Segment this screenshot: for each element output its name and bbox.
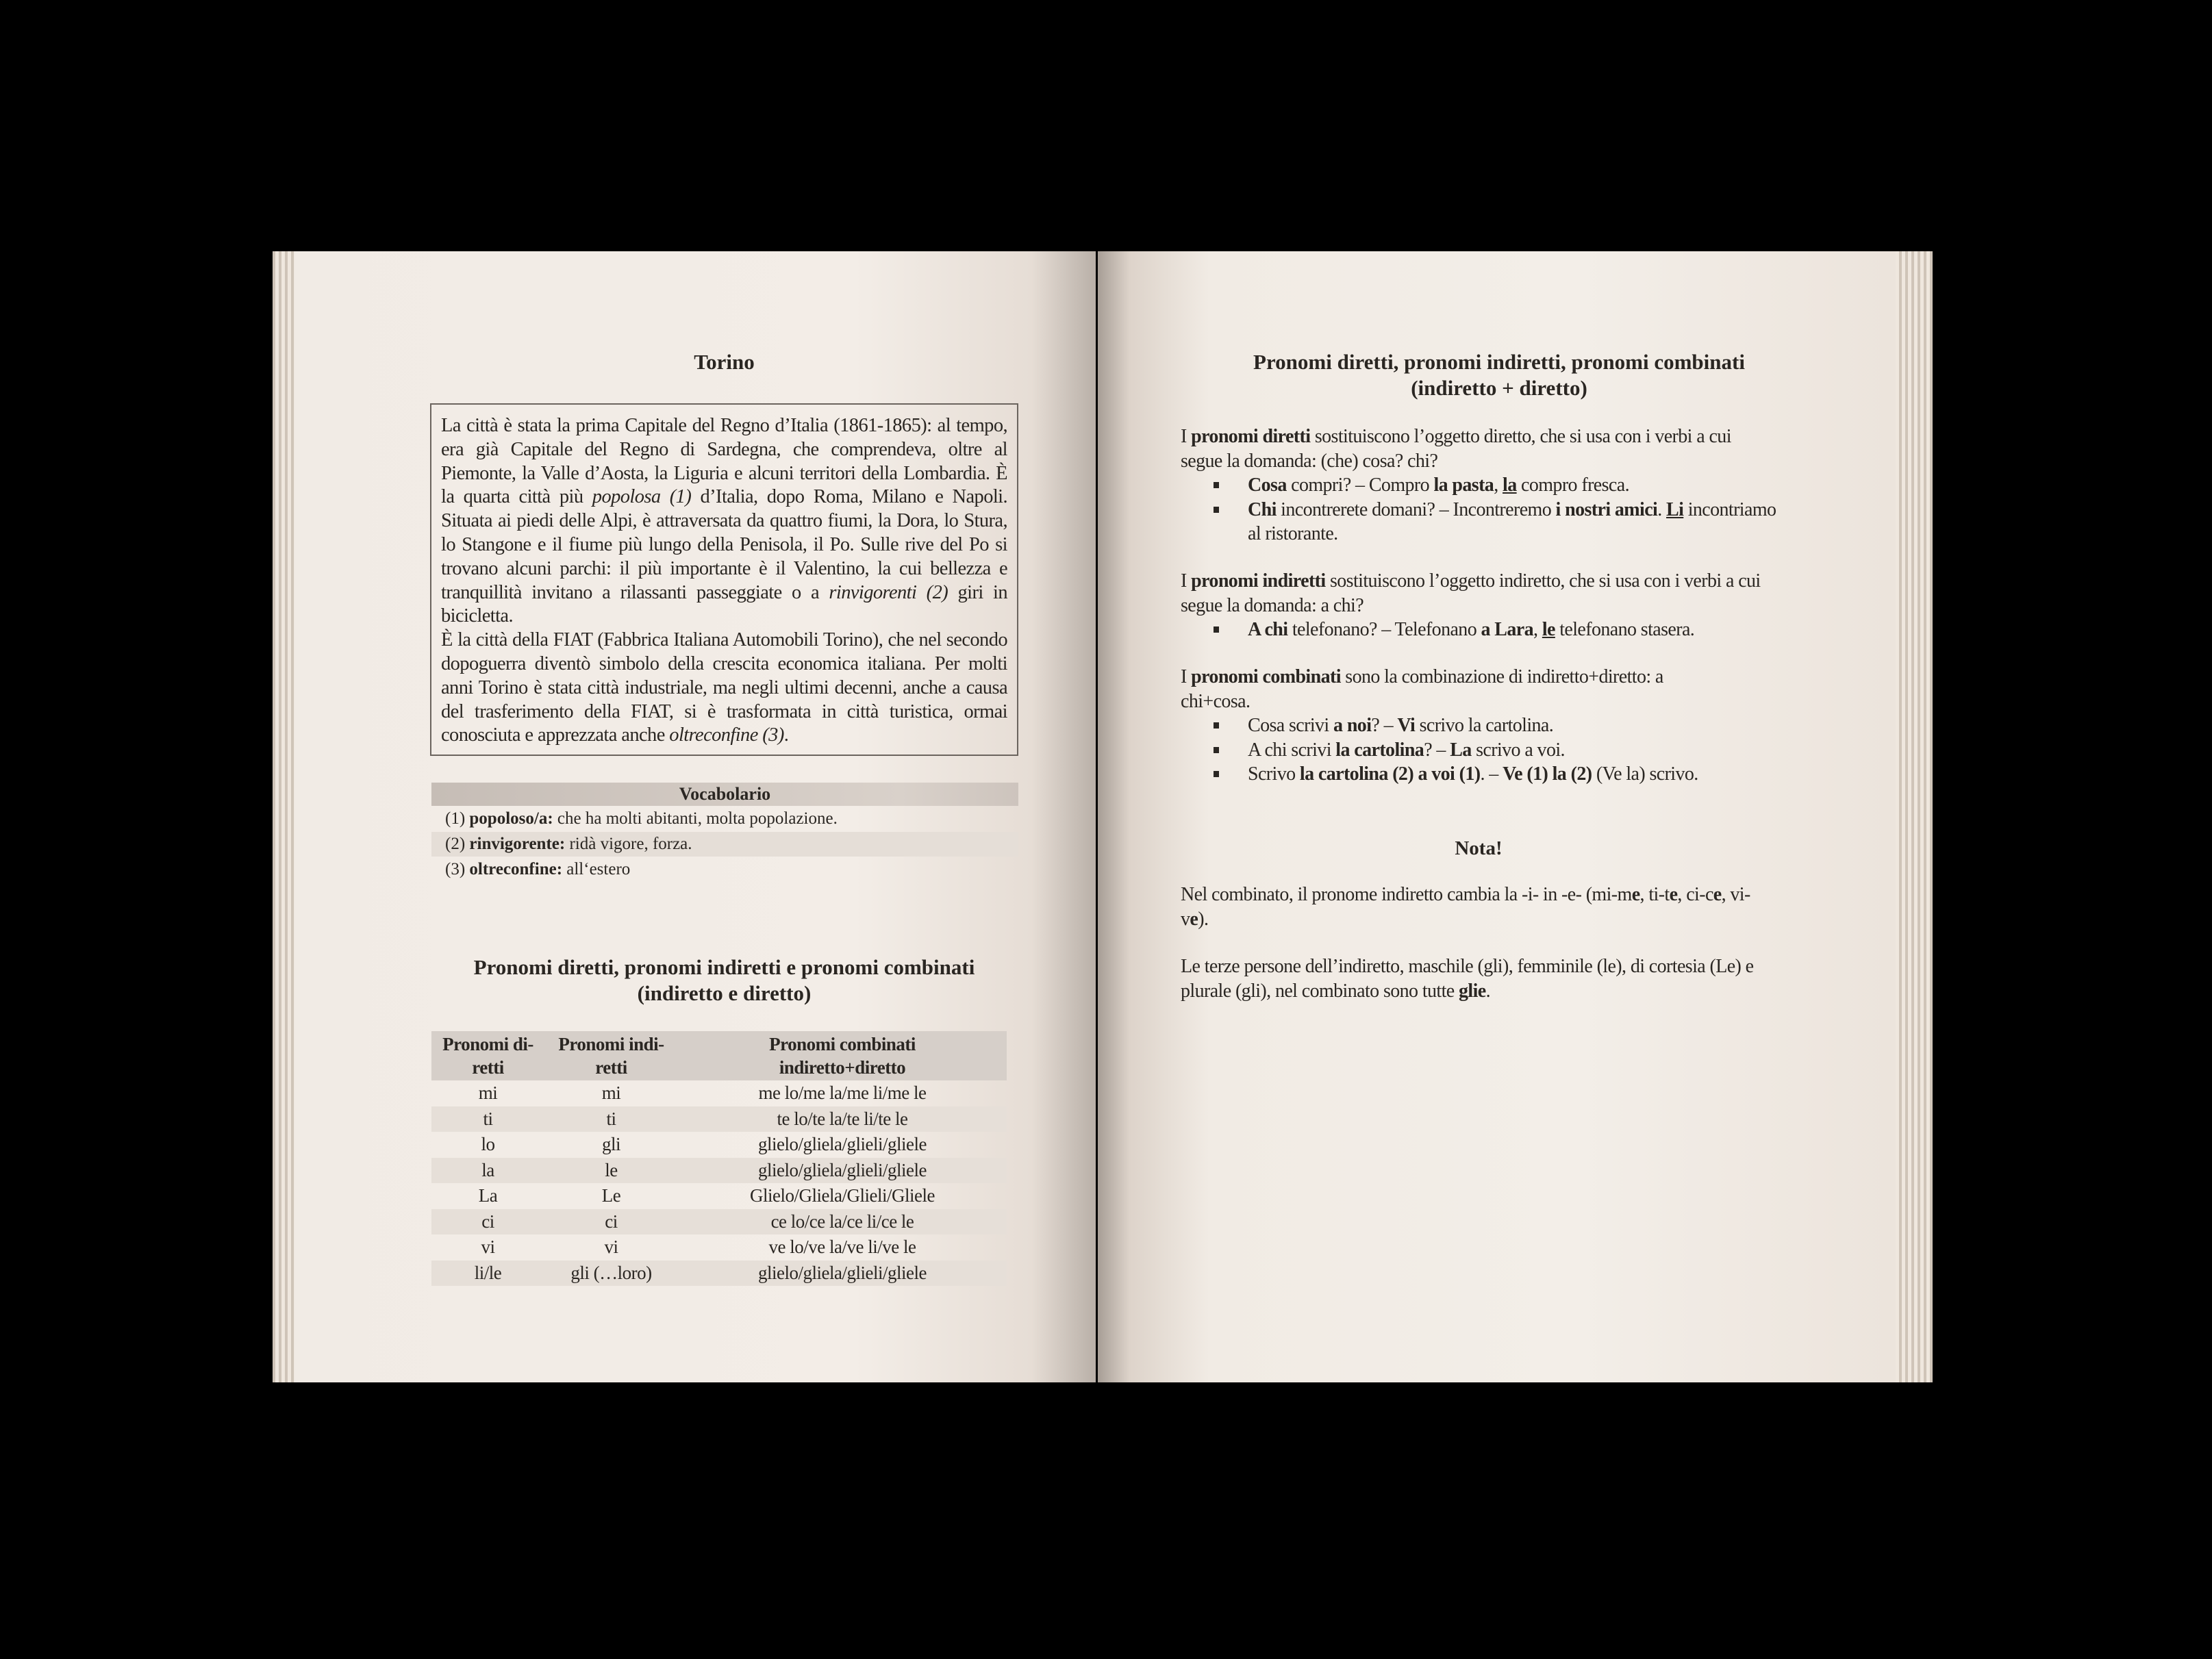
column-header: Pronomi indi- retti xyxy=(544,1031,678,1080)
text: , xyxy=(1494,474,1503,496)
bold-text: oltreconfine: xyxy=(469,860,563,878)
text: ? – xyxy=(1371,715,1398,737)
section-title-torino: Torino xyxy=(694,350,755,374)
text: (3) xyxy=(445,860,470,878)
paragraph xyxy=(1181,425,1776,473)
table-cell: ci xyxy=(431,1209,544,1235)
bold-text: pronomi indiretti xyxy=(1191,570,1326,592)
text: telefonano stasera. xyxy=(1555,619,1695,641)
vocabulary-header: Vocabolario xyxy=(431,783,1018,806)
text: I xyxy=(1181,570,1192,592)
text: , ci-c xyxy=(1677,884,1713,905)
bold-text: A chi xyxy=(1248,619,1288,641)
text: I xyxy=(1181,666,1192,687)
bold-text: la cartolina (2) a voi (1) xyxy=(1299,763,1481,785)
text: . xyxy=(1485,980,1491,1002)
table-cell: gli xyxy=(601,1134,620,1154)
paragraph xyxy=(441,629,1007,748)
italic-text: oltreconfine (3) xyxy=(669,724,784,746)
bold-text: la xyxy=(1503,474,1517,496)
column-header: Pronomi di- retti xyxy=(431,1031,544,1080)
text: incontriamo al ristorante. xyxy=(1248,498,1776,545)
table-row xyxy=(431,1158,1007,1184)
text: ). xyxy=(1198,908,1209,930)
list-item xyxy=(1248,473,1776,498)
bold-text: pronomi diretti xyxy=(1191,426,1311,447)
table-cell: li/le xyxy=(431,1261,544,1287)
bold-text: glie xyxy=(1459,980,1486,1002)
table-row xyxy=(431,1234,1007,1261)
bold-text: Cosa xyxy=(1248,474,1287,496)
text: (1) xyxy=(445,809,470,828)
text: che ha molti abitanti, molta popolazione. xyxy=(553,809,838,828)
paragraph xyxy=(441,414,1007,629)
text: , ti-t xyxy=(1639,884,1670,905)
text: ? – xyxy=(1424,739,1450,761)
text: sostituiscono l’oggetto diretto, che si usa con i verbi a cui segue la domanda: (che) cosa? chi? xyxy=(1181,426,1731,472)
italic-text: rinvigorenti (2) xyxy=(829,581,948,603)
bold-text: a noi xyxy=(1333,715,1372,737)
table-cell: ci xyxy=(544,1209,678,1235)
italic-text: popolosa (1) xyxy=(592,486,692,508)
bold-text: a Lara xyxy=(1481,619,1534,641)
note-paragraph xyxy=(1181,883,1776,931)
table-cell: le xyxy=(544,1158,678,1184)
text: I xyxy=(1181,426,1192,447)
list-item xyxy=(1248,738,1776,763)
table-cell: gli (…loro) xyxy=(544,1261,678,1287)
table-cell: La xyxy=(478,1185,498,1206)
bold-text: popoloso/a: xyxy=(469,809,553,828)
text: Cosa scrivi xyxy=(1248,715,1334,737)
table-cell: ce lo/ce la/ce li/ce le xyxy=(678,1209,1007,1235)
combined-pronouns-section xyxy=(1181,665,1776,787)
vocabulary-item xyxy=(431,807,1018,831)
text: scrivo a voi. xyxy=(1471,739,1565,761)
right-page xyxy=(1098,251,1896,1382)
vocabulary-item xyxy=(431,832,1018,857)
text: ridà vigore, forza. xyxy=(565,835,692,853)
table-row xyxy=(431,1080,1007,1106)
list-item xyxy=(1248,618,1776,642)
text: A chi scrivi xyxy=(1248,739,1336,761)
text: La città è stata la prima Capitale del Regno d’Italia (1861-1865): al tempo, era già Capitale del Regno di Sardegna, che comprendeva, oltre al Piemonte, la Valle d’Aosta, la Liguria e alcuni territori della Lombardia. È la quarta città più xyxy=(441,415,1007,508)
bold-text: la cartolina xyxy=(1335,739,1424,761)
column-header: Pronomi combinati indiretto+diretto xyxy=(678,1031,1007,1080)
table-row xyxy=(431,1209,1007,1235)
vocabulary-item xyxy=(431,857,1018,882)
bold-text: La xyxy=(1450,739,1472,761)
table-cell: ti xyxy=(431,1106,544,1132)
table-cell: te lo/te la/te li/te le xyxy=(678,1106,1007,1132)
table-title xyxy=(430,954,1018,1006)
table-row xyxy=(431,1183,1007,1209)
left-page-edges xyxy=(273,251,297,1382)
bold-text: pronomi combinati xyxy=(1191,666,1341,687)
table-cell: Le xyxy=(601,1185,621,1206)
list-item xyxy=(1248,498,1776,546)
table-row xyxy=(431,1132,1007,1158)
table-row xyxy=(431,1106,1007,1132)
text: compri? – Compro xyxy=(1286,474,1434,496)
text: all‘estero xyxy=(562,860,631,878)
text: , xyxy=(1533,619,1542,641)
table-cell: mi xyxy=(478,1082,498,1103)
table-cell: ti xyxy=(544,1106,678,1132)
bold-text: Vi xyxy=(1397,715,1416,737)
text: giri in bicicletta. xyxy=(441,581,1007,627)
table-cell: vi xyxy=(481,1237,495,1257)
table-cell: la xyxy=(431,1158,544,1184)
note-paragraph xyxy=(1181,954,1776,1003)
bold-text: rinvigorente: xyxy=(469,835,566,853)
bold-text: e xyxy=(1713,884,1722,905)
text: , vi-v xyxy=(1181,884,1750,930)
table-title-line: Pronomi diretti, pronomi indiretti e pronomi combinati xyxy=(473,955,975,979)
text: Nel combinato, il pronome indiretto cambia la -i- in -e- (mi-m xyxy=(1181,884,1632,905)
table-cell: glielo/gliela/glieli/gliele xyxy=(678,1261,1007,1287)
table-cell: me lo/me la/me li/me le xyxy=(758,1082,927,1103)
text: Scrivo xyxy=(1248,763,1300,785)
bold-text: le xyxy=(1542,619,1555,641)
text: . xyxy=(1657,498,1667,520)
bold-text: e xyxy=(1631,884,1640,905)
bold-text: Ve (1) la (2) xyxy=(1503,763,1592,785)
direct-pronouns-section xyxy=(1181,425,1776,546)
table-cell: vi xyxy=(604,1237,618,1257)
bold-text: e xyxy=(1190,908,1198,930)
table-cell: Glielo/Gliela/Glieli/Gliele xyxy=(750,1185,935,1206)
title-line: Pronomi diretti, pronomi indiretti, pronomi combinati xyxy=(1253,350,1745,374)
indirect-pronouns-section xyxy=(1181,569,1776,642)
table-cell: glielo/gliela/glieli/gliele xyxy=(678,1158,1007,1184)
text: (Ve la) scrivo. xyxy=(1592,763,1698,785)
list-item xyxy=(1248,762,1776,787)
pronouns-table xyxy=(431,1031,1007,1286)
right-page-title xyxy=(1181,349,1818,401)
text: telefonano? – Telefonano xyxy=(1287,619,1481,641)
text: sono la combinazione di indiretto+diretto: a chi+cosa. xyxy=(1181,666,1663,712)
right-page-edges xyxy=(1893,251,1933,1382)
table-cell: lo xyxy=(481,1134,495,1154)
title-line: (indiretto + diretto) xyxy=(1411,376,1587,400)
bold-text: la pasta xyxy=(1433,474,1494,496)
text: scrivo la cartolina. xyxy=(1415,715,1554,737)
text: sostituiscono l’oggetto indiretto, che si usa con i verbi a cui segue la domanda: a chi? xyxy=(1181,570,1761,616)
text: Le terze persone dell’indiretto, maschile (gli), femminile (le), di cortesia (Le) e plurale (gli), nel combinato sono tutte xyxy=(1181,956,1754,1002)
bold-text: e xyxy=(1669,884,1678,905)
text: incontrerete domani? – Incontreremo xyxy=(1276,498,1556,520)
text: compro fresca. xyxy=(1516,474,1629,496)
note-title: Nota! xyxy=(1455,837,1503,859)
text: . – xyxy=(1480,763,1503,785)
bold-text: Chi xyxy=(1248,498,1277,520)
list-item xyxy=(1248,713,1776,738)
table-header-row xyxy=(431,1031,1007,1080)
torino-text-box xyxy=(430,403,1018,756)
bold-text: i nostri amici xyxy=(1555,498,1658,520)
table-title-line: (indiretto e diretto) xyxy=(637,981,812,1005)
table-cell: mi xyxy=(601,1082,621,1103)
paragraph xyxy=(1181,569,1776,618)
bold-text: Li xyxy=(1666,498,1684,520)
text: È la città della FIAT (Fabbrica Italiana Automobili Torino), che nel secondo dopoguerra diventò simbolo della crescita economica italiana. Per molti anni Torino è stata città industriale, ma negli ultimi decenni, anche a causa del trasferimento della FIAT, si è trasformata in città turistica, ormai conosciuta e apprezzata anche xyxy=(441,629,1007,746)
paragraph xyxy=(1181,665,1729,713)
table-row xyxy=(431,1261,1007,1287)
text: (2) xyxy=(445,835,470,853)
table-cell: glielo/gliela/glieli/gliele xyxy=(758,1134,927,1154)
text: . xyxy=(783,724,789,746)
table-cell: ve lo/ve la/ve li/ve le xyxy=(768,1237,916,1257)
text: d’Italia, dopo Roma, Milano e Napoli. Situata ai piedi delle Alpi, è attraversata da quattro fiumi, la Dora, lo Stura, lo Stangone e il fiume più lungo della Penisola, il Po. Sulle rive del Po si trovano alcuni parchi: il più importante è il Valentino, la cui bellezza e tranquillità invitano a rilassanti passeggiate o a xyxy=(441,486,1008,603)
